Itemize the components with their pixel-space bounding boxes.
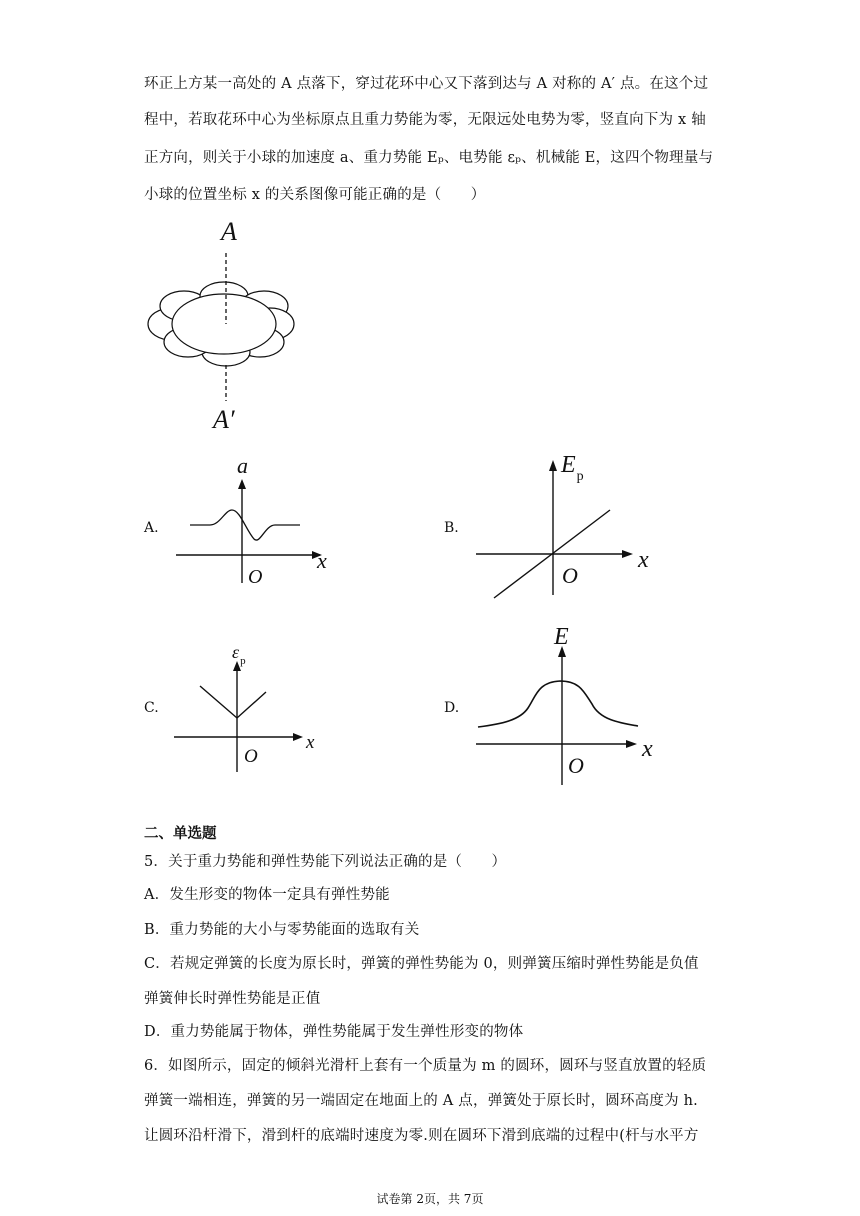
option-a-origin: O <box>248 566 263 588</box>
q4-line-1: 环正上方某一高处的 A 点落下，穿过花环中心又下落到达与 A 对称的 A′ 点。在这个过 <box>144 76 709 92</box>
option-a-label[interactable]: A. <box>144 520 159 536</box>
option-c-label[interactable]: C. <box>144 700 159 716</box>
option-a-xlabel: x <box>317 548 327 573</box>
figure-top-label: A <box>221 217 237 246</box>
q4-line-3: 正方向，则关于小球的加速度 a、重力势能 Eₚ、电势能 εₚ、机械能 E，这四个物理量与 <box>144 150 714 166</box>
q5-option-b[interactable]: B．重力势能的大小与零势能面的选取有关 <box>144 922 420 938</box>
option-c-graph[interactable] <box>172 640 332 775</box>
option-d-origin: O <box>568 753 584 778</box>
option-b-ylabel: $E_p$ <box>561 452 584 484</box>
q5-option-c[interactable]: C．若规定弹簧的长度为原长时，弹簧的弹性势能为 0，则弹簧压缩时弹性势能是负值 <box>144 956 699 972</box>
option-b-graph[interactable] <box>472 450 662 605</box>
option-d-label[interactable]: D. <box>444 700 460 716</box>
section-title: 二、单选题 <box>144 825 217 842</box>
option-a-graph[interactable] <box>170 455 340 590</box>
option-b-label[interactable]: B. <box>444 520 459 536</box>
flower-ring-figure <box>140 215 310 440</box>
q4-line-4: 小球的位置坐标 x 的关系图像可能正确的是（ ） <box>144 187 486 203</box>
option-b-xlabel: x <box>638 547 649 573</box>
q6-line-3: 让圆环沿杆滑下，滑到杆的底端时速度为零.则在圆环下滑到底端的过程中(杆与水平方 <box>144 1128 699 1144</box>
option-b-origin: O <box>562 563 578 588</box>
figure-bottom-label: A′ <box>213 405 235 434</box>
q6-line-2: 弹簧一端相连，弹簧的另一端固定在地面上的 A 点，弹簧处于原长时，圆环高度为 h. <box>144 1093 698 1109</box>
option-d-graph[interactable] <box>472 620 672 790</box>
page-footer: 试卷第 2页，共 7页 <box>376 1192 484 1206</box>
q5-option-d[interactable]: D．重力势能属于物体，弹性势能属于发生弹性形变的物体 <box>144 1024 524 1040</box>
q6-line-1: 6．如图所示，固定的倾斜光滑杆上套有一个质量为 m 的圆环，圆环与竖直放置的轻质 <box>144 1058 707 1074</box>
flower-petals <box>148 282 294 366</box>
q5-option-c-cont: 弹簧伸长时弹性势能是正值 <box>144 991 321 1007</box>
q5-option-a[interactable]: A．发生形变的物体一定具有弹性势能 <box>144 887 390 903</box>
q4-line-2: 程中，若取花环中心为坐标原点且重力势能为零，无限远处电势为零，竖直向下为 x 轴 <box>144 112 706 128</box>
option-c-ylabel: $\varepsilon_p$ <box>232 642 246 667</box>
option-c-origin: O <box>244 746 258 767</box>
option-c-xlabel: x <box>306 732 315 753</box>
q5-stem: 5．关于重力势能和弹性势能下列说法正确的是（ ） <box>144 854 507 870</box>
option-d-ylabel: E <box>554 624 569 650</box>
option-a-ylabel: a <box>237 453 248 478</box>
option-d-xlabel: x <box>642 736 653 762</box>
